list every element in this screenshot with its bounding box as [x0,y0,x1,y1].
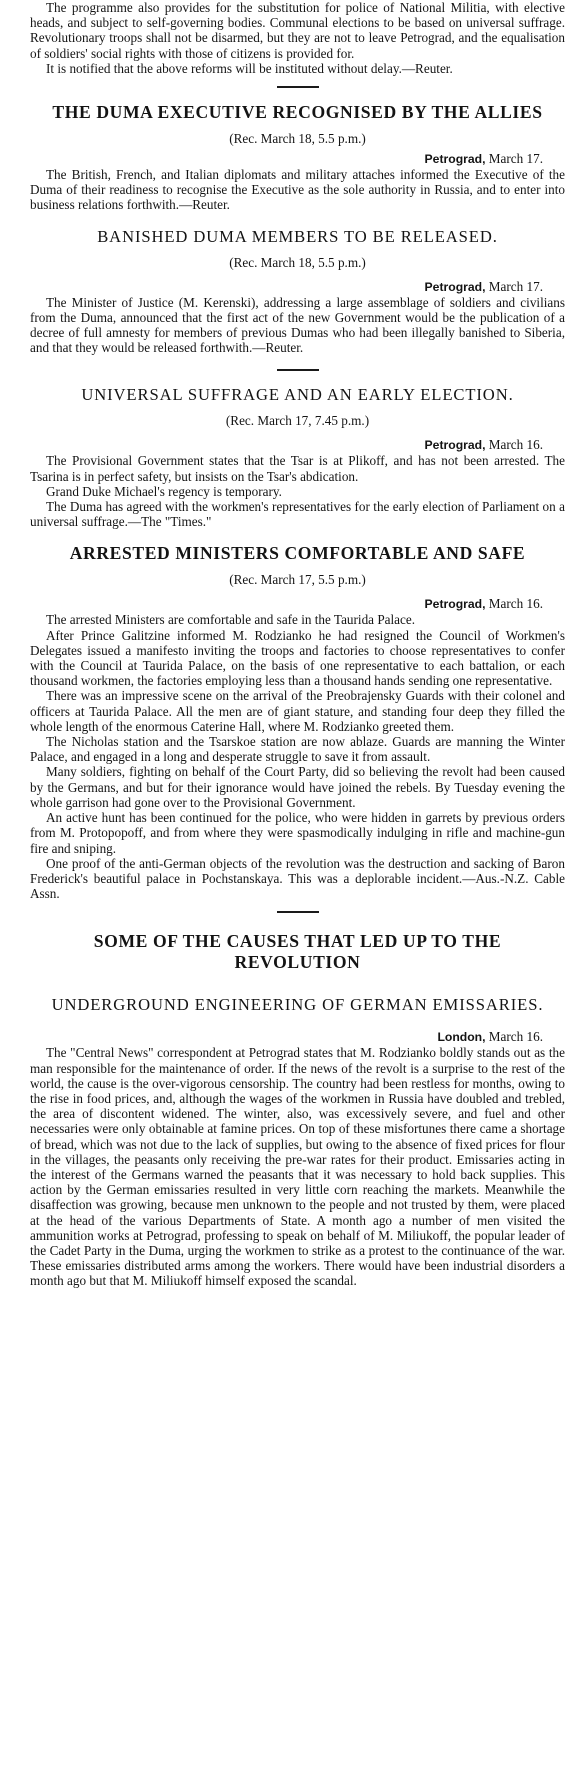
received-time: (Rec. March 17, 7.45 p.m.) [225,413,370,429]
received-time: (Rec. March 17, 5.5 p.m.) [229,572,366,588]
article-paragraph: The Nicholas station and the Tsarskoe station are now ablaze. Guards are manning the Winter Palace, and engaged in a long and desperate struggle to save it from assault. [30,734,565,765]
article-heading: BANISHED DUMA MEMBERS TO BE RELEASED. [97,226,498,246]
dateline-date: March 16. [488,1029,543,1045]
article-paragraph: Many soldiers, fighting on behalf of the Court Party, did so believing the revolt had been caused by the Germans, and but for their ignorance would have joined the rebels. By Tuesday evening the whole garrison had gone over to the Provisional Government. [30,764,565,810]
article-duma-executive [30,102,565,213]
article-heading: THE DUMA EXECUTIVE RECOGNISED BY THE ALLIES [52,102,543,123]
article-banished-members [30,227,565,356]
article-paragraph: The Provisional Government states that the Tsar is at Plikoff, and has not been arrested. The Tsarina is in perfect safety, but insists on the Tsar's abdication. [30,453,565,484]
article-heading: ARRESTED MINISTERS COMFORTABLE AND SAFE [69,543,526,564]
dateline [30,1029,565,1045]
received-time: (Rec. March 18, 5.5 p.m.) [229,254,366,270]
dateline-place: Petrograd, [424,152,486,167]
article-body: The British, French, and Italian diplomats and military attaches informed the Executive of the Duma of their readiness to recognise the Executive as the sole authority in Russia, and to enter into business relations forthwith.—Reuter. [30,167,565,213]
dateline [30,151,565,167]
dateline-date: March 17. [488,151,543,167]
article-paragraph: Grand Duke Michael's regency is temporary. [46,483,282,499]
dateline-date: March 16. [488,596,543,612]
article-universal-suffrage [30,385,565,529]
article-underground-engineering [30,995,565,1288]
dateline-place: Petrograd, [424,279,486,294]
causes-section-heading [30,931,565,973]
article-arrested-ministers [30,543,565,901]
article-paragraph: An active hunt has been continued for the police, who were hidden in garrets by previous orders from M. Protopopoff, and from where they were spasmodically indulging in rifle and machine-gun fire and sniping. [30,810,565,856]
article-body: The "Central News" correspondent at Petrograd states that M. Rodzianko boldly stands out as the man responsible for the maintenance of order. If the news of the revolt is a surprise to the rest of the world, the cause is the over-vigorous censorship. The country had been restless for months, owing to the rise in food prices, and, although the wages of the workmen in Russia have doubled and trebled, the area of discontent widened. The winter, also, was excessively severe, and fuel and other necessaries were only obtainable at famine prices. On top of these misfortunes there came a shortage of bread, which was not due to the lack of supplies, but owing to the absence of fixed prices for flour in the villages, the peasants only receiving the pre-war rates for their product. Emissaries acting in the interest of the Germans warned the peasants that it was necessary to hold back supplies. This action by the German emissaries resulted in very little corn reaching the markets. Meanwhile the disaffection was growing, because men unknown to the people and not trusted by them, were placed at the head of the various Departments of State. A month ago a number of men visited the ammunition works at Petrograd, professing to speak on behalf of M. Miliukoff, the popular leader of the Cadet Party in the Duma, urging the workmen to strike as a protest to the continuance of the war. These emissaries distributed arms among the workers. There would have been industrial disorders a month ago but that M. Miliukoff himself exposed the scandal. [30,1045,565,1289]
article-heading: UNDERGROUND ENGINEERING OF GERMAN EMISSARIES. [51,995,544,1015]
article-paragraph: The arrested Ministers are comfortable and safe in the Taurida Palace. [46,612,416,628]
article-paragraph: There was an impressive scene on the arrival of the Preobrajensky Guards with their colonel and officers at Taurida Palace. All the men are of giant stature, and standing four deep they filled the whole length of the enormous Caterine Hall, where M. Rodzianko greeted them. [30,688,565,734]
article-paragraph: The Duma has agreed with the workmen's representatives for the early election of Parliament on a universal suffrage.—The "Times." [30,499,565,530]
intro-closing-paragraph: It is notified that the above reforms will be instituted without delay.—Reuter. [46,60,453,76]
dateline [30,279,565,295]
dateline-date: March 17. [488,278,543,294]
article-paragraph: After Prince Galitzine informed M. Rodzianko he had resigned the Council of Workmen's Delegates issued a manifesto inviting the troops and factories to choose representatives to confer with the Council at Taurida Palace, on the basis of one representative to each battalion, or each thousand workmen, the factories employing less than a thousand hands sending one representative. [30,627,565,689]
dateline-date: March 16. [488,437,543,453]
article-heading: UNIVERSAL SUFFRAGE AND AN EARLY ELECTION. [81,385,514,405]
section-heading-line-2: REVOLUTION [234,952,361,973]
dateline-place: Petrograd, [424,438,486,453]
received-time: (Rec. March 18, 5.5 p.m.) [229,131,366,147]
intro-paragraph: The programme also provides for the substitution for police of National Militia, with elective heads, and subject to self-governing bodies. Communal elections to be based on universal suffrage. Revolutionary troops shall not be disarmed, but they are not to leave Petrograd, and the equalisation of soldiers' social rights with those of citizens is provided for. [30,0,565,61]
article-body: The Minister of Justice (M. Kerenski), addressing a large assemblage of soldiers and civilians from the Duma, announced that the first act of the new Government would be the publication of a decree of full amnesty for members of previous Dumas who had been illegally banished to Siberia, and that they would be released forthwith.—Reuter. [30,294,565,356]
dateline-place: London, [437,1030,486,1045]
article-paragraph: One proof of the anti-German objects of the revolution was the destruction and sacking of Baron Frederick's beautiful palace in Pochstanskaya. This was a deplorable incident.—Aus.-N.Z. Cable Assn. [30,855,565,902]
dateline [30,437,565,453]
dateline [30,596,565,612]
dateline-place: Petrograd, [424,597,486,612]
section-heading-line-1: SOME OF THE CAUSES THAT LED UP TO THE [93,931,502,952]
